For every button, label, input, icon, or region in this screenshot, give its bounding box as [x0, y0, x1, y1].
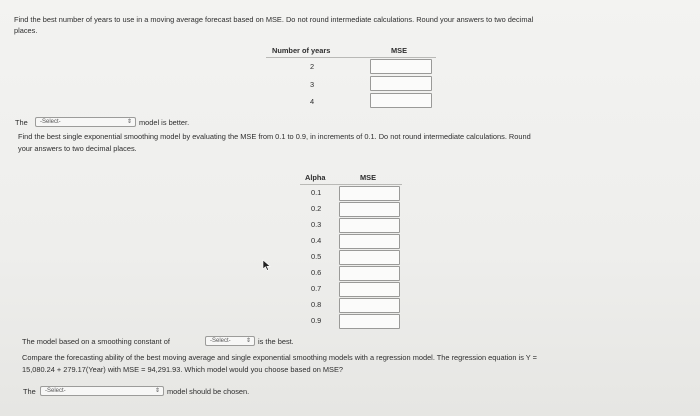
- ma-years-4: 4: [310, 97, 315, 106]
- ma-mse-input-4[interactable]: [370, 93, 432, 108]
- es-mse-input-0.9[interactable]: [339, 314, 400, 329]
- ma-col-years: Number of years: [272, 46, 331, 55]
- ma-result-suffix: model is better.: [139, 118, 190, 127]
- ma-years-3: 3: [310, 80, 315, 89]
- es-col-mse: MSE: [360, 173, 377, 182]
- es-header-rule: [300, 184, 402, 185]
- es-col-alpha: Alpha: [305, 173, 326, 182]
- cmp-result-prefix: The: [23, 387, 36, 396]
- es-mse-input-0.8[interactable]: [339, 298, 400, 313]
- es-mse-input-0.7[interactable]: [339, 282, 400, 297]
- es-alpha-0.2: 0.2: [311, 204, 322, 213]
- ma-header-rule: [266, 57, 436, 58]
- es-instructions-line2: your answers to two decimal places.: [18, 144, 137, 153]
- ma-model-select[interactable]: [35, 117, 136, 127]
- es-alpha-0.5: 0.5: [311, 252, 322, 261]
- select-arrow-icon: ⇕: [154, 388, 160, 394]
- ma-mse-input-2[interactable]: [370, 59, 432, 74]
- cmp-line1: Compare the forecasting ability of the best moving average and single exponential smoothing models with a regression model. The regression equation is Y =: [22, 353, 537, 362]
- es-mse-input-0.6[interactable]: [339, 266, 400, 281]
- cmp-model-select[interactable]: [40, 386, 164, 396]
- es-alpha-select[interactable]: [205, 336, 255, 346]
- es-mse-input-0.5[interactable]: [339, 250, 400, 265]
- cmp-result-suffix: model should be chosen.: [167, 387, 250, 396]
- es-alpha-select-value: -Select-: [210, 338, 231, 344]
- ma-instructions-line2: places.: [14, 26, 38, 35]
- es-result-suffix: is the best.: [258, 337, 294, 346]
- ma-result-prefix: The: [15, 118, 28, 127]
- es-instructions-line1: Find the best single exponential smoothing model by evaluating the MSE from 0.1 to 0.9, in increments of 0.1. Do not round intermediate calculations. Round: [18, 132, 531, 141]
- cmp-model-select-value: -Select-: [45, 388, 66, 394]
- ma-years-2: 2: [310, 62, 315, 71]
- ma-instructions-line1: Find the best number of years to use in a moving average forecast based on MSE. Do not round intermediate calculations. Round your answers to two decimal: [14, 15, 534, 24]
- es-result-prefix: The model based on a smoothing constant of: [22, 337, 170, 346]
- es-alpha-0.9: 0.9: [311, 316, 322, 325]
- es-mse-input-0.2[interactable]: [339, 202, 400, 217]
- ma-mse-input-3[interactable]: [370, 76, 432, 91]
- es-alpha-0.3: 0.3: [311, 220, 322, 229]
- es-alpha-0.6: 0.6: [311, 268, 322, 277]
- cmp-line2: 15,080.24 + 279.17(Year) with MSE = 94,291.93. Which model would you choose based on MSE?: [22, 365, 344, 374]
- es-mse-input-0.1[interactable]: [339, 186, 400, 201]
- ma-col-mse: MSE: [391, 46, 408, 55]
- es-mse-input-0.3[interactable]: [339, 218, 400, 233]
- es-alpha-0.1: 0.1: [311, 188, 322, 197]
- es-alpha-0.4: 0.4: [311, 236, 322, 245]
- cursor-arrow-icon: [262, 259, 271, 271]
- es-alpha-0.7: 0.7: [311, 284, 322, 293]
- ma-model-select-value: -Select-: [40, 119, 61, 125]
- select-arrow-icon: ⇕: [245, 338, 251, 344]
- es-alpha-0.8: 0.8: [311, 300, 322, 309]
- select-arrow-icon: ⇕: [126, 119, 132, 125]
- es-mse-input-0.4[interactable]: [339, 234, 400, 249]
